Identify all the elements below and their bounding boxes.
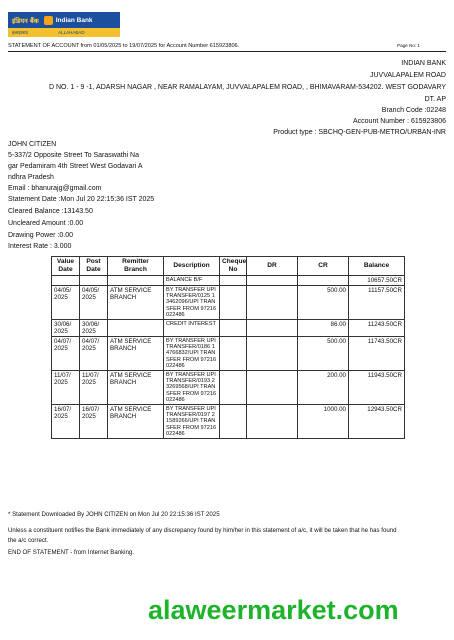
remitter-branch-cell — [108, 320, 164, 337]
column-header-cheque-no: Cheque No — [220, 257, 247, 276]
cheque-no-cell — [220, 371, 247, 405]
column-header-balance: Balance — [349, 257, 405, 276]
description-cell: BALANCE B/F — [164, 276, 220, 286]
value-date-cell: 04/07/ 2025 — [52, 337, 80, 371]
table-row — [52, 276, 405, 286]
balance-cell: 11943.50CR — [349, 371, 405, 405]
download-note: * Statement Downloaded By JOHN CITIZEN on Mon Jul 20 22:15:36 IST 2025 — [8, 511, 220, 518]
description-cell: BY TRANSFER UPI TRANSFER/0193 23269568/UPI TRANSFER FROM 97216022486 — [164, 371, 220, 405]
dr-cell — [247, 320, 298, 337]
description-cell: BY TRANSFER UPI TRANSFER/0186 14766832/UPI TRANSFER FROM 97216022486 — [164, 337, 220, 371]
branch-code: Branch Code :02248 — [381, 107, 446, 114]
interest-rate: Interest Rate : 3.000 — [8, 243, 72, 250]
post-date-cell: 04/05/ 2025 — [80, 286, 108, 320]
branch-address-line2: DT. AP — [424, 96, 446, 103]
branch-address-line1: D NO. 1 - 9 -1, ADARSH NAGAR , NEAR RAMALAYAM, JUVVALAPALEM ROAD, , BHIMAVARAM-534202. WEST GODAVARY — [48, 84, 446, 91]
post-date-cell: 30/06/ 2025 — [80, 320, 108, 337]
cr-cell: 500.00 — [298, 286, 349, 320]
table-row — [52, 405, 405, 439]
remitter-branch-cell: ATM SERVICE BRANCH — [108, 371, 164, 405]
cr-cell: 86.00 — [298, 320, 349, 337]
column-header-post-date: Post Date — [80, 257, 108, 276]
transactions-table — [51, 256, 405, 439]
statement-header — [8, 43, 420, 49]
page-number: Page No: 1 — [397, 43, 420, 48]
watermark-text: alaweermarket.com — [148, 595, 399, 625]
product-type: Product type : SBCHQ-GEN-PUB-METRO/URBAN-INR — [273, 129, 446, 136]
dr-cell — [247, 286, 298, 320]
balance-cell: 11243.50CR — [349, 320, 405, 337]
cheque-no-cell — [220, 337, 247, 371]
dr-cell — [247, 371, 298, 405]
value-date-cell: 04/05/ 2025 — [52, 286, 80, 320]
column-header-value-date: Value Date — [52, 257, 80, 276]
logo-tagline-hindi: इलाहाबाद — [12, 29, 29, 35]
balance-cell: 11157.50CR — [349, 286, 405, 320]
statement-title: STATEMENT OF ACCOUNT from 01/05/2025 to 19/07/2025 for Account Number 615923806. — [8, 43, 240, 49]
statement-date: Statement Date :Mon Jul 20 22:15:36 IST 2025 — [8, 196, 155, 203]
remitter-branch-cell: ATM SERVICE BRANCH — [108, 286, 164, 320]
cheque-no-cell — [220, 320, 247, 337]
balance-cell: 10657.50CR — [349, 276, 405, 286]
customer-email: Email : bhanurajg@gmail.com — [8, 185, 102, 192]
cr-cell: 500.00 — [298, 337, 349, 371]
indian-bank-logo — [8, 12, 120, 40]
value-date-cell: 30/06/ 2025 — [52, 320, 80, 337]
cheque-no-cell — [220, 405, 247, 439]
cheque-no-cell — [220, 286, 247, 320]
post-date-cell — [80, 276, 108, 286]
logo-mark-icon — [44, 16, 53, 25]
discrepancy-notice-line2: the a/c correct. — [8, 537, 49, 544]
dr-cell — [247, 405, 298, 439]
cr-cell — [298, 276, 349, 286]
column-header-description: Description — [164, 257, 220, 276]
column-header-dr: DR — [247, 257, 298, 276]
value-date-cell: 16/07/ 2025 — [52, 405, 80, 439]
table-header-row — [52, 257, 405, 276]
balance-cell: 12943.50CR — [349, 405, 405, 439]
table-row — [52, 371, 405, 405]
balance-cell: 11743.50CR — [349, 337, 405, 371]
description-cell: CREDIT INTEREST — [164, 320, 220, 337]
remitter-branch-cell: ATM SERVICE BRANCH — [108, 337, 164, 371]
post-date-cell: 11/07/ 2025 — [80, 371, 108, 405]
customer-address-line1: 5-337/2 Opposite Street To Saraswathi Na — [8, 152, 140, 159]
table-row — [52, 320, 405, 337]
cr-cell: 200.00 — [298, 371, 349, 405]
logo-bottom-band — [8, 28, 120, 37]
description-cell: BY TRANSFER UPI TRANSFER/0197 21589266/UPI TRANSFER FROM 97216022486 — [164, 405, 220, 439]
logo-top-band — [8, 12, 120, 28]
customer-address-line3: ndhra Pradesh — [8, 174, 54, 181]
column-header-remitter-branch: Remitter Branch — [108, 257, 164, 276]
cheque-no-cell — [220, 276, 247, 286]
post-date-cell: 16/07/ 2025 — [80, 405, 108, 439]
table-row — [52, 286, 405, 320]
logo-hindi-name: इंडियन बैंक — [12, 16, 39, 25]
column-header-cr: CR — [298, 257, 349, 276]
table-row — [52, 337, 405, 371]
header-divider — [8, 51, 446, 52]
cr-cell: 1000.00 — [298, 405, 349, 439]
customer-address-line2: gar Pedamiram 4th Street West Godavari A — [8, 163, 143, 170]
customer-name: JOHN CITIZEN — [8, 141, 57, 148]
logo-tagline: ALLAHABAD — [58, 30, 85, 35]
bank-name: INDIAN BANK — [401, 60, 446, 67]
drawing-power: Drawing Power :0.00 — [8, 232, 73, 239]
dr-cell — [247, 276, 298, 286]
logo-english-name: Indian Bank — [55, 16, 93, 24]
uncleared-amount: Uncleared Amount :0.00 — [8, 220, 84, 227]
description-cell: BY TRANSFER UPI TRANSFER/0125 13462096/UPI TRANSFER FROM 97216022486 — [164, 286, 220, 320]
value-date-cell: 11/07/ 2025 — [52, 371, 80, 405]
remitter-branch-cell — [108, 276, 164, 286]
account-number: Account Number : 615923806 — [352, 118, 446, 125]
cleared-balance: Cleared Balance :13143.50 — [8, 208, 93, 215]
branch-name: JUVVALAPALEM ROAD — [370, 72, 446, 79]
remitter-branch-cell: ATM SERVICE BRANCH — [108, 405, 164, 439]
dr-cell — [247, 337, 298, 371]
end-of-statement: END OF STATEMENT - from Internet Banking. — [8, 549, 134, 556]
post-date-cell: 04/07/ 2025 — [80, 337, 108, 371]
value-date-cell — [52, 276, 80, 286]
discrepancy-notice-line1: Unless a constituent notifies the Bank immediately of any discrepancy found by him/her in this statement of a/c, it will be taken that he has found — [8, 527, 397, 534]
